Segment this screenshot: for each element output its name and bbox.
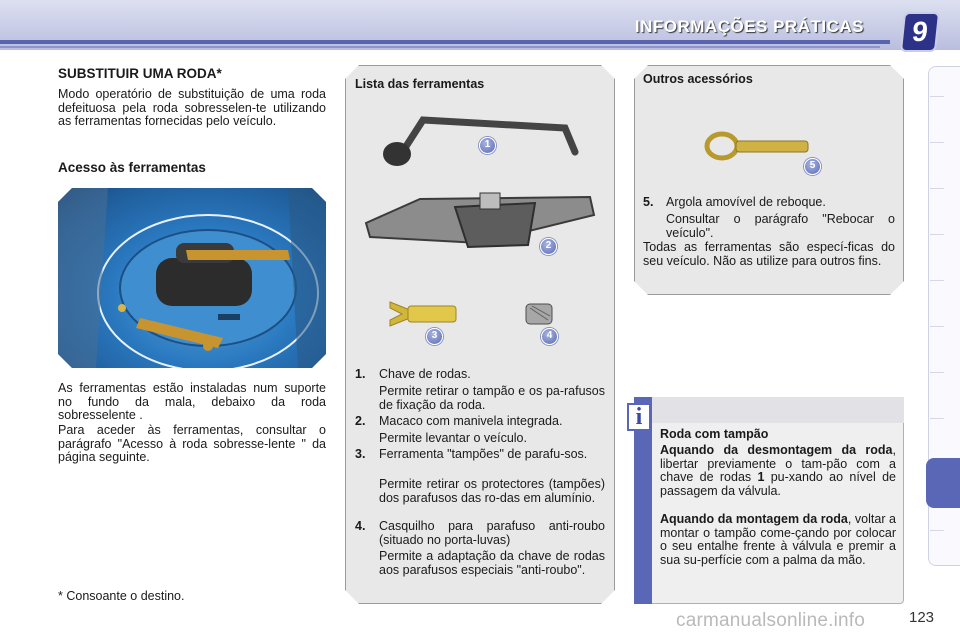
info-wrench-ref: 1: [757, 470, 765, 484]
tool-item-number: 1.: [355, 367, 366, 381]
watermark: carmanualsonline.info: [676, 610, 866, 631]
subsection-title: Acesso às ferramentas: [58, 160, 206, 175]
accessory-badge-5: 5: [804, 158, 821, 175]
tools-panel-title: Lista das ferramentas: [355, 77, 485, 91]
anti-theft-socket-image: [520, 296, 560, 332]
tab-divider: [930, 326, 944, 327]
tool-item-number: 2.: [355, 414, 366, 428]
tool-badge-3: 3: [426, 328, 443, 345]
info-mount-text: , voltar a montar o tampão come-çando por colocar o seu entalhe frente à válvula e premir a sua su-perfície com a palma da mão.: [660, 512, 897, 567]
tab-divider: [930, 280, 944, 281]
tool-item-desc: Permite levantar o veículo.: [379, 431, 527, 445]
accessory-item-desc: Consultar o parágrafo "Rebocar o veículo".: [666, 212, 895, 240]
tool-badge-2: 2: [540, 238, 557, 255]
tool-item-name: Ferramenta "tampões" de parafu-sos.: [379, 447, 588, 461]
info-dismount-text-b: pu-xando ao nível de passagem da válvula.: [660, 470, 896, 498]
accessory-item-name: Argola amovível de reboque.: [666, 195, 826, 209]
trunk-illustration: [58, 188, 326, 368]
towing-eye-image: [702, 128, 812, 164]
chapter-tab-active[interactable]: [926, 458, 960, 508]
tool-badge-4: 4: [541, 328, 558, 345]
tool-item-desc: Permite retirar o tampão e os pa-rafusos de fixação da roda.: [379, 384, 605, 412]
info-box-dismount-text: [660, 444, 896, 498]
tool-item-number: 4.: [355, 519, 366, 533]
header-rule: [0, 40, 890, 44]
tools-location-text: As ferramentas estão instaladas num suporte no fundo da mala, debaixo da roda sobresselente .: [58, 381, 326, 422]
info-mount-lead: Aquando da montagem da roda: [660, 512, 848, 526]
info-box-title: Roda com tampão: [660, 427, 769, 441]
jack-image: [360, 185, 600, 263]
tab-divider: [930, 96, 944, 97]
info-dismount-lead: Aquando da desmontagem da roda: [660, 443, 893, 457]
accessories-note: Todas as ferramentas são especí-ficas do seu veículo. Não as utilize para outros fins.: [643, 240, 895, 268]
intro-text: Modo operatório de substituição de uma roda defeituosa pela roda sobresselen-te utilizando as ferramentas fornecidas pelo veículo.: [58, 87, 326, 128]
tool-item-desc: Permite a adaptação da chave de rodas aos parafusos especiais "anti-roubo".: [379, 549, 605, 577]
tool-item-number: 3.: [355, 447, 366, 461]
header-rule-thin: [0, 46, 880, 48]
tab-divider: [930, 142, 944, 143]
tool-badge-1: 1: [479, 137, 496, 154]
tool-item-name: Macaco com manivela integrada.: [379, 414, 563, 428]
tool-item-name: Chave de rodas.: [379, 367, 471, 381]
tab-divider: [930, 188, 944, 189]
tab-divider: [930, 418, 944, 419]
cap-removal-tool-image: [388, 296, 460, 332]
info-dismount-text-a: , libertar previamente o tam-pão com a chave de rodas: [660, 443, 896, 484]
info-box-header-band: [652, 397, 904, 423]
accessories-panel-title: Outros acessórios: [643, 72, 753, 86]
info-box-mount-text: [660, 513, 896, 567]
accessory-item-number: 5.: [643, 195, 654, 209]
tab-divider: [930, 372, 944, 373]
page-number: 123: [909, 609, 935, 626]
chapter-title: INFORMAÇÕES PRÁTICAS: [634, 17, 864, 36]
tool-item-name: Casquilho para parafuso anti-roubo (situado no porta-luvas): [379, 519, 605, 547]
tool-item-desc: Permite retirar os protectores (tampões) dos parafusos das ro-das em alumínio.: [379, 477, 605, 505]
tab-divider: [930, 530, 944, 531]
tab-divider: [930, 234, 944, 235]
section-title: SUBSTITUIR UMA RODA*: [58, 66, 222, 81]
footnote: * Consoante o destino.: [58, 589, 185, 603]
chapter-number-badge: 9: [900, 12, 940, 52]
info-icon: i: [627, 403, 651, 431]
access-reference-text: Para aceder às ferramentas, consultar o parágrafo "Acesso à roda sobresse-lente " da página seguinte.: [58, 423, 326, 464]
